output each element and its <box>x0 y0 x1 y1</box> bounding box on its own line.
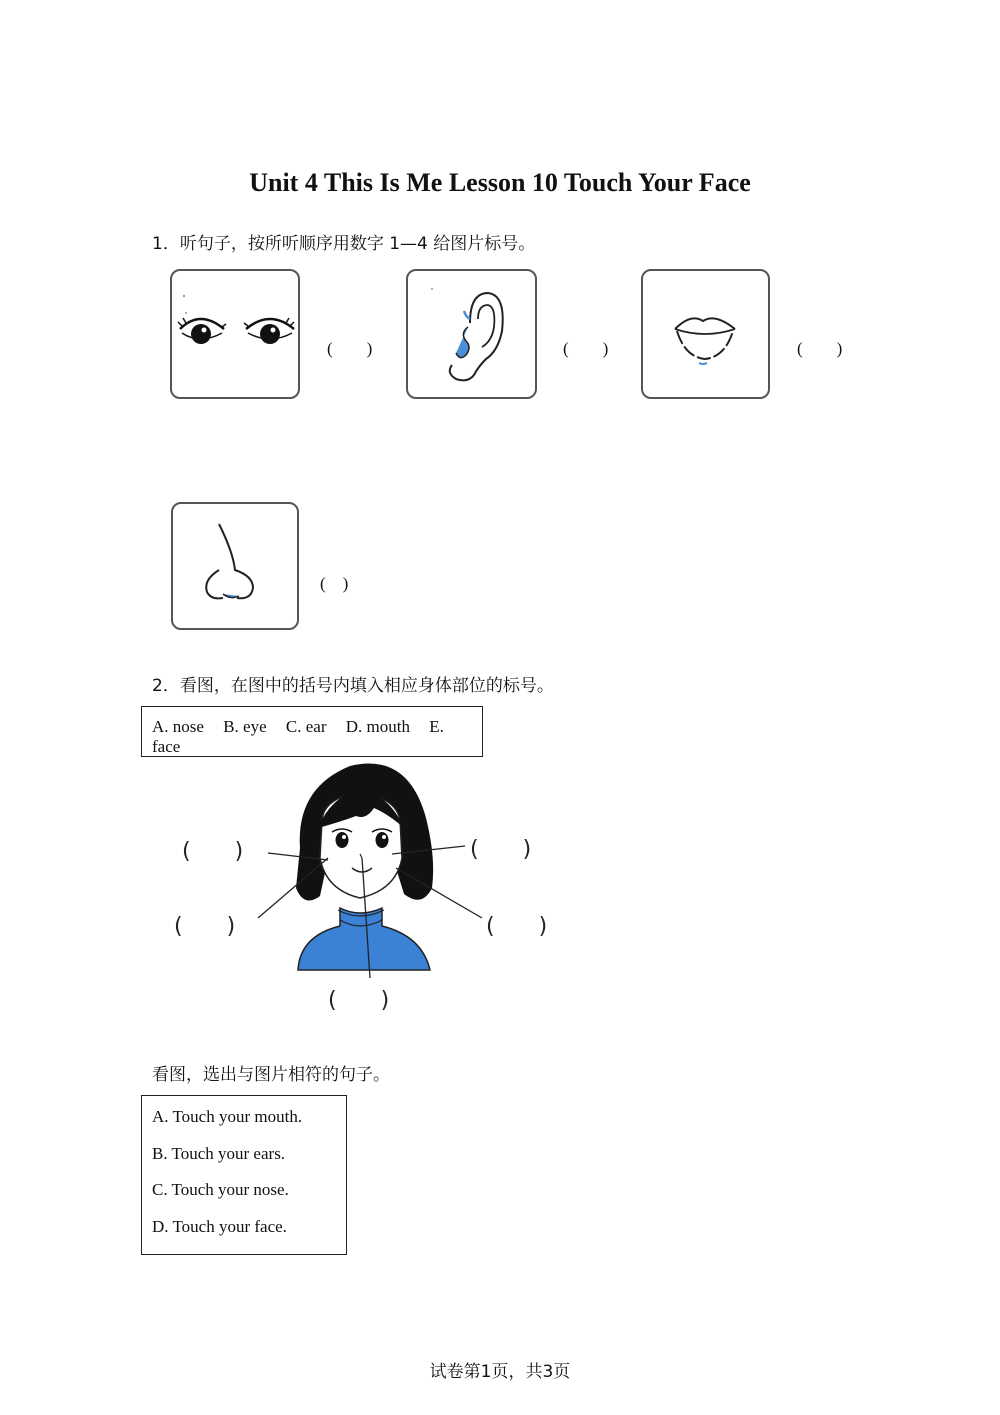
girl-blank-lower-left[interactable]: ( ) <box>174 914 236 939</box>
option-b: B. eye <box>223 717 267 736</box>
option-a: A. nose <box>152 717 204 736</box>
girl-blank-bottom[interactable]: ( ) <box>328 988 390 1013</box>
answer-blank-nose[interactable]: ( ) <box>320 574 349 593</box>
answer-blank-mouth[interactable]: ( ) <box>797 339 843 358</box>
girl-illustration <box>160 758 580 1013</box>
sentence-option-b: B. Touch your ears. <box>152 1143 286 1163</box>
sentence-options-box <box>141 1095 347 1255</box>
question-3-text: 看图，选出与图片相符的句子。 <box>152 1065 390 1085</box>
option-e: E. face <box>152 717 444 756</box>
mouth-picture <box>641 269 770 399</box>
answer-blank-eyes[interactable]: ( ) <box>327 339 373 358</box>
nose-picture <box>171 502 299 630</box>
option-d: D. mouth <box>345 717 410 736</box>
girl-blank-lower-right[interactable]: ( ) <box>486 914 548 939</box>
ear-picture <box>406 269 537 399</box>
sentence-option-a: A. Touch your mouth. <box>152 1107 303 1126</box>
eyes-picture <box>170 269 300 399</box>
page-title: Unit 4 This Is Me Lesson 10 Touch Your Face <box>249 168 751 197</box>
girl-blank-upper-right[interactable]: ( ) <box>470 837 532 862</box>
page-footer: 试卷第1页，共3页 <box>429 1362 571 1382</box>
question-2-text: 2．看图，在图中的括号内填入相应身体部位的标号。 <box>152 676 554 696</box>
girl-blank-upper-left[interactable]: ( ) <box>182 839 244 864</box>
option-box <box>141 706 483 757</box>
sentence-option-c: C. Touch your nose. <box>152 1180 289 1199</box>
question-1-text: 1．听句子，按所听顺序用数字 1—4 给图片标号。 <box>152 234 536 254</box>
option-c: C. ear <box>285 717 327 736</box>
sentence-option-d: D. Touch your face. <box>152 1216 287 1236</box>
answer-blank-ear[interactable]: ( ) <box>563 339 609 358</box>
